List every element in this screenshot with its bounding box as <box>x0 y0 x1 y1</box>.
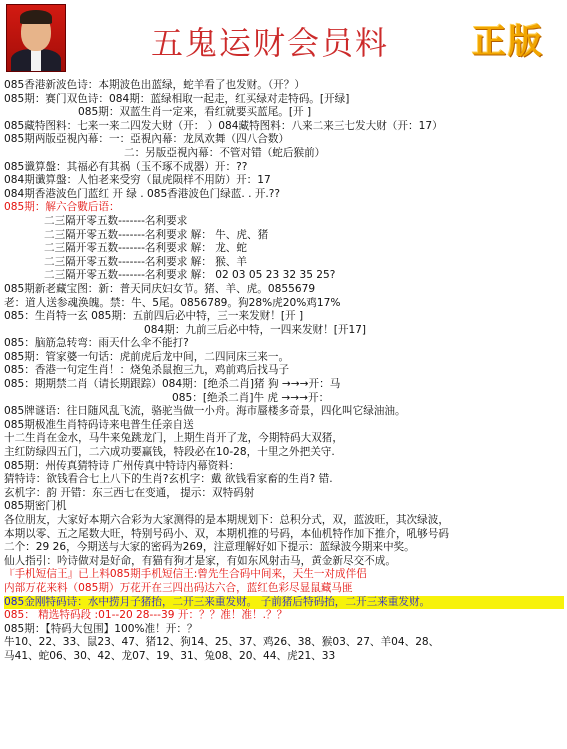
text-line: 主红防绿四五门，二六成功要赢钱，特段必在10-28，十里之外把关守. <box>4 446 335 459</box>
text-line: 085期：双蓝生肖一定来，看红就要买蓝尾。[开 ] <box>78 106 312 119</box>
text-line: 085谶算盤：其福必有其祸（玉不琢不成器）开：?? <box>4 160 248 173</box>
text-line: 仙人指引：吟诗做对是好命，有猫有狗才是家，有如东风射击马，黄金新尽交不成。 <box>4 554 396 567</box>
text-line: 085期密门机 <box>4 500 67 513</box>
text-line: 085期：州传真猜特诗 广州传真中特诗内幕资料： <box>4 459 240 472</box>
text-line-red: 内部万花来料（085期）万花开在三四出码达六合，蓝红色彩尽显鼠藏马匪 <box>4 581 353 594</box>
riddle-line: 二三隔开零五数-------名利要求 解： 猴、羊 <box>44 255 247 268</box>
text-line: 085：香港一句定生肖！：烧兔杀鼠抱三九，鸡前鸡后找马子 <box>4 364 290 377</box>
text-line: 各位朋友，大家好本期六合彩为大家测得的是本期规划下：总积分式，双，蓝波旺，其次绿波， <box>4 514 449 526</box>
text-line: 085：[绝杀二肖]牛 虎 →→→开： <box>172 391 330 404</box>
text-line: 十二生肖在金水，马牛来兔跳龙门，上期生肖开了龙，今期特码大双猪， <box>4 432 343 445</box>
text-line: 085期：管家婆一句话：虎前虎后龙中间，二四同床三来一。 <box>4 350 290 363</box>
riddle-line: 二三隔开零五数-------名利要求 解： 龙、蛇 <box>44 242 247 255</box>
text-line: 085：生肖特一玄 085期：五前四后必中特，三一来发财！[开 ] <box>4 310 304 323</box>
riddle-line: 二三隔开零五数-------名利要求 解： 牛、虎、猪 <box>44 228 269 241</box>
text-line: 085期极准生肖特码诗来电普生任亲自送 <box>4 418 194 431</box>
text-line: 玄机字：韵 开错：东三西七在变通， 提示：双特码射 <box>4 486 255 499</box>
text-line: 085：期期禁二肖（请长期跟踪）084期：[绝杀二肖]猪 狗 →→→开：马 <box>4 378 341 391</box>
text-line: 085牌谜语：往日随风乱飞流，骆驼当做一小舟。海市蜃楼多奇景，四化叫它绿油油。 <box>4 405 406 418</box>
content-body <box>4 79 564 664</box>
text-line: 二：另版亞視內幕：不管对错（蛇后猴前） <box>124 146 326 159</box>
avatar <box>6 4 66 72</box>
riddle-line: 二三隔开零五数-------名利要求 <box>44 214 188 227</box>
text-line: 本期以零、五之尾数大旺，特别号码小、双，本期机推的号码，本仙机特作加下推介，吼够号码 <box>4 527 449 540</box>
text-line-red: 085： 精选特码段 :01--20 28---39 开：？？准！准！.？？ <box>4 609 288 622</box>
edition-badge: 正版 <box>472 22 544 62</box>
text-line: 马41、蛇06、30、42、龙07、19、31、兔08、20、44、虎21、33 <box>4 649 336 662</box>
page-header <box>0 0 567 80</box>
text-line: 085：脑筋急转弯：雨天什么伞不能打? <box>4 337 189 350</box>
hair-shape <box>20 10 52 24</box>
text-line: 085期：赛门双色诗：084期：蓝绿相取一起走，红买绿对走特码。[开绿] <box>4 92 350 105</box>
text-line: 牛10、22、33、鼠23、47、猪12、狗14、25、37、鸡26、38、猴03、27、羊04、28、 <box>4 636 440 649</box>
text-line-highlight: 085金刚特码诗：水中捞月子猪抬，二开三来重发财。 子前猪后特码抬，二开三来重发财。 <box>4 596 564 610</box>
text-line: 猜特诗：欲钱看合七上八下的生肖?玄机字：戴 欲钱看家畜的生肖? 错. <box>4 473 333 486</box>
text-line: 084期谶算盤：人怕老来受穷（鼠虎陨样不用防）开：17 <box>4 174 271 187</box>
text-line: 084期香港波色门蓝红 开 绿 . 085香港波色门绿蓝. . 开.?? <box>4 187 281 200</box>
text-line-heading: 085期：解六合數后语： <box>4 201 120 214</box>
text-line: 老：道人送参魂涣魄。禁：牛、5尾。0856789。狗28%虎20%鸡17% <box>4 296 341 309</box>
text-line: 085期：【特码大包围】100%准！开：？ <box>4 622 198 635</box>
text-line-red: 『手机短信王』已上料085期手机短信王:曾先生合码中间来，天生一对成伴侣 <box>4 568 367 581</box>
text-line: 二个：29 26，今期送与大家的密码为269，注意理解好如下提示：蓝绿波今期来中奖。 <box>4 541 415 554</box>
text-line: 085期新老藏宝图：新：普天同庆妇女节。猪、羊、虎。0855679 <box>4 282 316 295</box>
text-line: 085香港新波色诗：本期波色出蓝绿，蛇羊看了也发财。（开？） <box>4 79 305 91</box>
shirt-shape <box>31 49 41 71</box>
text-line: 084期：九前三后必中特，一四来发财！[开17] <box>144 323 367 336</box>
page-title: 五鬼运财会员料 <box>150 24 389 62</box>
text-line: 085期两版亞視內幕：一：亞視內幕：龙凤欢舞（四八合数） <box>4 133 290 146</box>
riddle-line: 二三隔开零五数-------名利要求 解： 02 03 05 23 32 35 25? <box>44 269 336 282</box>
text-line: 085藏特图料：七来一来二四发大财（开： ）084藏特图料：八来二来三七发大财（开：17） <box>4 119 443 132</box>
